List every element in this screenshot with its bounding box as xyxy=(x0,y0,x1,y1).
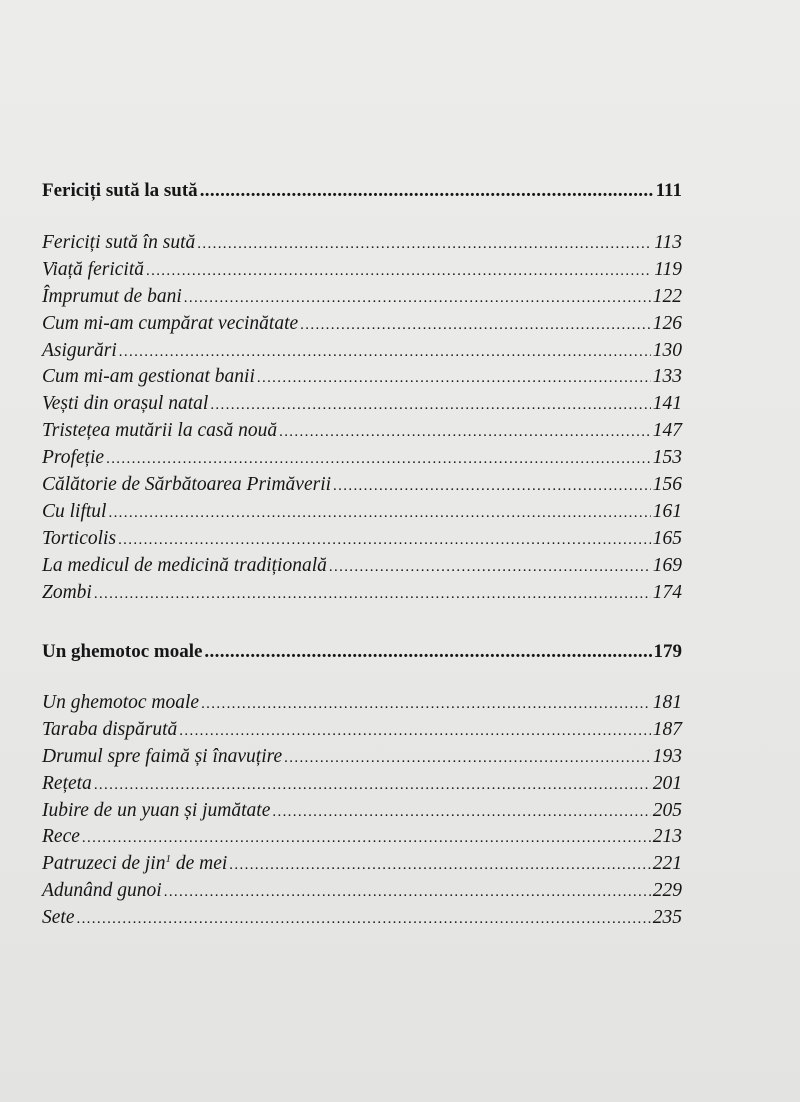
entry-title: Împrumut de bani xyxy=(42,285,182,307)
entry-title: Viață fericită xyxy=(42,258,144,280)
entry-page-number: 213 xyxy=(652,826,682,848)
dot-leader xyxy=(204,641,651,663)
dot-leader xyxy=(179,719,650,741)
toc-entry[interactable] xyxy=(42,501,682,528)
entry-page-number: 201 xyxy=(652,772,682,794)
section-title: Un ghemotoc moale xyxy=(42,641,203,662)
toc-section-row[interactable] xyxy=(42,180,682,202)
entry-page-number: 122 xyxy=(652,285,682,307)
entry-title: Iubire de un yuan și jumătate xyxy=(42,799,271,821)
toc-entry[interactable] xyxy=(42,447,682,474)
entry-title: Fericiți sută în sută xyxy=(42,232,196,253)
dot-leader xyxy=(146,259,652,281)
dot-leader xyxy=(118,528,651,550)
dot-leader xyxy=(82,826,651,848)
dot-leader xyxy=(94,773,651,795)
toc-entry[interactable] xyxy=(42,907,682,934)
toc-entry[interactable] xyxy=(42,420,682,447)
dot-leader xyxy=(210,393,650,415)
footnote-marker: 1 xyxy=(165,853,171,866)
entry-page-number: 193 xyxy=(652,745,682,767)
dot-leader xyxy=(119,340,651,362)
toc-entry[interactable] xyxy=(42,393,682,420)
entry-title: Asigurări xyxy=(42,339,117,361)
entry-title: Torticolis xyxy=(42,527,117,549)
dot-leader xyxy=(200,180,654,202)
entry-page-number: 169 xyxy=(652,554,682,576)
entry-page-number: 161 xyxy=(652,500,682,522)
toc-entry[interactable] xyxy=(42,555,682,582)
entry-title xyxy=(42,853,227,875)
entry-page-number: 141 xyxy=(652,393,682,415)
entry-page-number: 235 xyxy=(652,907,682,929)
entry-title: Taraba dispărută xyxy=(42,718,178,740)
entry-title: Cu liftul xyxy=(42,500,107,522)
section-title: Fericiți sută la sută xyxy=(42,180,198,201)
entry-title: Cum mi-am cumpărat vecinătate xyxy=(42,312,299,334)
entry-title-main: Patruzeci de jin xyxy=(42,853,166,875)
toc-entry[interactable] xyxy=(42,773,682,800)
entry-page-number: 156 xyxy=(652,474,682,496)
entry-title: Cum mi-am gestionat banii xyxy=(42,366,255,388)
entry-title: Rece xyxy=(42,826,80,848)
entry-page-number: 126 xyxy=(652,312,682,334)
entry-title: Vești din orașul natal xyxy=(42,393,209,415)
entry-title: Un ghemotoc moale xyxy=(42,692,200,713)
toc-entry[interactable] xyxy=(42,853,682,880)
entry-page-number: 119 xyxy=(654,258,682,280)
entry-title: Zombi xyxy=(42,581,92,603)
toc-entry[interactable] xyxy=(42,259,682,286)
toc-entry[interactable] xyxy=(42,286,682,313)
entry-page-number: 181 xyxy=(652,692,682,713)
dot-leader xyxy=(257,366,651,388)
entry-title: Drumul spre faimă și înavuțire xyxy=(42,745,283,767)
entry-title: Adunând gunoi xyxy=(42,880,162,902)
entry-page-number: 221 xyxy=(652,853,682,875)
toc-entry[interactable] xyxy=(42,313,682,340)
toc-entry[interactable] xyxy=(42,692,682,719)
toc-entry[interactable] xyxy=(42,746,682,773)
entry-page-number: 147 xyxy=(652,420,682,442)
toc-entry[interactable] xyxy=(42,474,682,501)
entry-title: Sete xyxy=(42,907,75,929)
entry-title: Profeție xyxy=(42,447,105,469)
section-heading xyxy=(42,180,682,202)
entry-page-number: 130 xyxy=(652,339,682,361)
dot-leader xyxy=(272,800,650,822)
dot-leader xyxy=(333,474,651,496)
toc-entry[interactable] xyxy=(42,340,682,367)
toc-entry[interactable] xyxy=(42,719,682,746)
entry-page-number: 187 xyxy=(652,718,682,740)
dot-leader xyxy=(76,907,650,929)
toc-entry[interactable] xyxy=(42,232,682,259)
toc-section-row[interactable] xyxy=(42,641,682,663)
entry-page-number: 205 xyxy=(652,799,682,821)
toc-entry[interactable] xyxy=(42,366,682,393)
toc-entry[interactable] xyxy=(42,880,682,907)
entry-page-number: 229 xyxy=(652,880,682,902)
entry-page-number: 165 xyxy=(652,527,682,549)
entry-title: Călătorie de Sărbătoarea Primăverii xyxy=(42,474,332,496)
section-items-list xyxy=(42,692,682,934)
dot-leader xyxy=(229,853,650,875)
dot-leader xyxy=(108,501,650,523)
entry-title: Tristețea mutării la casă nouă xyxy=(42,420,278,442)
dot-leader xyxy=(201,692,651,714)
entry-page-number: 153 xyxy=(652,447,682,469)
section-items-list xyxy=(42,232,682,608)
entry-title-rest: de mei xyxy=(170,853,228,875)
entry-page-number: 174 xyxy=(652,581,682,603)
dot-leader xyxy=(184,286,651,308)
toc-entry[interactable] xyxy=(42,800,682,827)
dot-leader xyxy=(164,880,651,902)
section-page-number: 111 xyxy=(655,180,682,201)
section-page-number: 179 xyxy=(653,641,682,662)
entry-page-number: 133 xyxy=(652,366,682,388)
toc-entry[interactable] xyxy=(42,826,682,853)
dot-leader xyxy=(300,313,651,335)
entry-title: La medicul de medicină tradițională xyxy=(42,554,327,576)
entry-page-number: 113 xyxy=(654,232,682,253)
dot-leader xyxy=(106,447,651,469)
dot-leader xyxy=(94,582,651,604)
dot-leader xyxy=(284,746,651,768)
section-heading xyxy=(42,641,682,663)
toc-entry[interactable] xyxy=(42,528,682,555)
entry-title: Rețeta xyxy=(42,772,92,794)
dot-leader xyxy=(329,555,651,577)
toc-entry[interactable] xyxy=(42,582,682,609)
dot-leader xyxy=(279,420,651,442)
dot-leader xyxy=(197,232,652,254)
